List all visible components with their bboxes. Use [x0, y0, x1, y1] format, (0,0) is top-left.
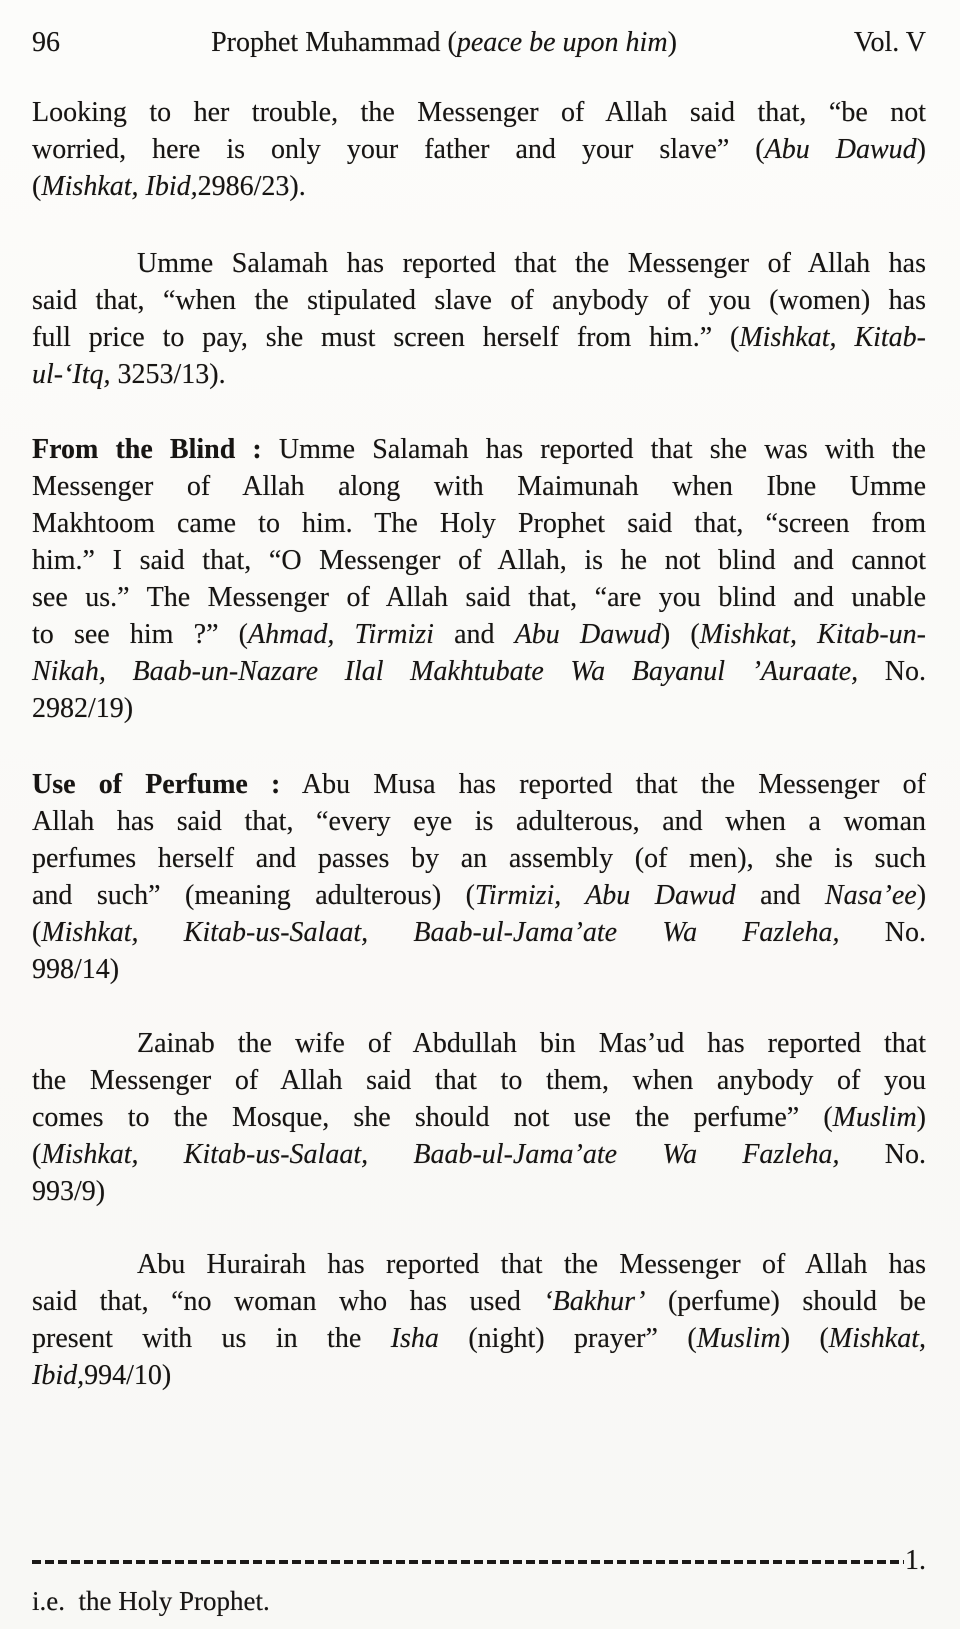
text-run: ) — [916, 1102, 926, 1133]
text-line — [32, 1320, 926, 1357]
italic-text-run: ‘Bakhur’ — [543, 1286, 646, 1317]
text-run: ) — [667, 27, 677, 58]
text-run: present with us in the — [32, 1323, 391, 1354]
para-use-of-perfume — [32, 766, 926, 988]
text-line — [32, 319, 926, 356]
footnote-rule-row — [32, 1544, 926, 1578]
page-number: 96 — [32, 27, 60, 58]
italic-text-run: Nasa’ee — [824, 880, 917, 911]
italic-text-run: Mishkat, Ibid, — [41, 171, 198, 202]
page-header — [32, 24, 926, 61]
text-run: said that, “when the stipulated slave of anybody of you (women) has — [32, 285, 926, 316]
text-line — [32, 431, 926, 468]
para-umme-salamah-stipulated-slave — [32, 245, 926, 393]
text-line — [32, 1025, 926, 1062]
para-abu-hurairah-bakhur — [32, 1246, 926, 1394]
text-run: see us.” The Messenger of Allah said that, “are you blind and unable — [32, 582, 926, 613]
text-run: Umme Salamah has reported that she was with the — [261, 434, 926, 465]
text-run: No. — [839, 1139, 926, 1170]
text-line — [32, 840, 926, 877]
text-line — [32, 653, 926, 690]
volume-label: Vol. V — [853, 27, 926, 58]
text-run: 2986/23). — [197, 171, 306, 202]
text-line — [32, 914, 926, 951]
text-line — [32, 505, 926, 542]
italic-text-run: Abu Dawud — [514, 619, 661, 650]
text-line — [32, 877, 926, 914]
text-line — [32, 1136, 926, 1173]
text-run: perfumes herself and passes by an assembly (of men), she is such — [32, 843, 926, 874]
italic-text-run: Mishkat, — [828, 1323, 926, 1354]
text-run: him.” I said that, “O Messenger of Allah, is he not blind and cannot — [32, 545, 926, 576]
italic-text-run: Ahmad, Tirmizi — [248, 619, 434, 650]
footnote-marker: 1. — [905, 1545, 926, 1576]
text-run: ) — [916, 134, 926, 165]
italic-text-run: Muslim — [832, 1102, 917, 1133]
text-line — [32, 1062, 926, 1099]
text-run: 3253/13). — [110, 359, 226, 390]
text-run: 998/14) — [32, 954, 120, 985]
text-run: 994/10) — [84, 1360, 172, 1391]
text-run: and such” (meaning adulterous) ( — [32, 880, 475, 911]
italic-text-run: Mishkat, Kitab- — [739, 322, 926, 353]
text-line — [32, 1173, 926, 1210]
text-run: Umme Salamah has reported that the Messenger of Allah has — [137, 248, 926, 279]
para-zainab-perfume-mosque — [32, 1025, 926, 1210]
para-looking-to-her-trouble — [32, 94, 926, 205]
text-run: the Messenger of Allah said that to them, when anybody of you — [32, 1065, 926, 1096]
text-run: Messenger of Allah along with Maimunah when Ibne Umme — [32, 471, 926, 502]
text-run: Looking to her trouble, the Messenger of Allah said that, “be not — [32, 97, 926, 128]
italic-text-run: ul-‘Itq, — [32, 359, 111, 390]
text-line — [32, 282, 926, 319]
text-run: and — [735, 880, 825, 911]
bold-heading-run: Use of Perfume : — [32, 769, 281, 800]
text-run: ( — [32, 1139, 42, 1170]
text-run: Abu Musa has reported that the Messenger of — [280, 769, 926, 800]
italic-text-run: Tirmizi, Abu Dawud — [474, 880, 736, 911]
text-run: said that, “no woman who has used — [32, 1286, 544, 1317]
running-title — [152, 24, 791, 61]
italic-text-run: Mishkat, Kitab-us-Salaat, Baab-ul-Jama’ate Wa Fazleha, — [41, 1139, 840, 1170]
italic-text-run: peace be upon him — [456, 27, 668, 58]
italic-text-run: Nikah, Baab-un-Nazare Ilal Makhtubate Wa Bayanul ’Auraate, — [32, 656, 859, 687]
body-paragraphs — [32, 94, 926, 1394]
text-run: comes to the Mosque, she should not use the perfume” ( — [32, 1102, 833, 1133]
text-run: worried, here is only your father and your slave” ( — [32, 134, 765, 165]
text-line — [32, 1283, 926, 1320]
text-run: ) ( — [780, 1323, 829, 1354]
text-line — [32, 168, 926, 205]
text-line — [32, 1099, 926, 1136]
text-run: ) — [916, 880, 927, 911]
footnote-rule — [32, 1560, 904, 1564]
text-run: (perfume) should be — [645, 1286, 926, 1317]
text-run: ( — [32, 917, 42, 948]
text-line — [32, 951, 926, 988]
italic-text-run: Mishkat, Kitab-un- — [699, 619, 927, 650]
italic-text-run: Abu Dawud — [764, 134, 917, 165]
italic-text-run: Mishkat, Kitab-us-Salaat, Baab-ul-Jama’ate Wa Fazleha, — [41, 917, 840, 948]
text-run: (night) prayer” ( — [438, 1323, 697, 1354]
italic-text-run: Ibid, — [32, 1360, 85, 1391]
bold-heading-run: From the Blind : — [32, 434, 262, 465]
text-line — [32, 245, 926, 282]
text-run: ) ( — [660, 619, 700, 650]
italic-text-run: Muslim — [696, 1323, 781, 1354]
text-run: and — [433, 619, 515, 650]
text-line — [32, 94, 926, 131]
text-run: 993/9) — [32, 1176, 106, 1207]
text-run: full price to pay, she must screen herself from him.” ( — [32, 322, 740, 353]
text-line — [32, 690, 926, 727]
text-line — [32, 468, 926, 505]
text-run: 2982/19) — [32, 693, 134, 724]
text-line — [32, 579, 926, 616]
text-line — [32, 803, 926, 840]
text-run: Zainab the wife of Abdullah bin Mas’ud has reported that — [137, 1028, 926, 1059]
text-line — [32, 616, 926, 653]
text-line — [32, 542, 926, 579]
text-line — [32, 1357, 926, 1394]
text-run: No. — [839, 917, 926, 948]
text-run: Prophet Muhammad ( — [211, 27, 457, 58]
text-run: ( — [32, 171, 42, 202]
text-line — [32, 1246, 926, 1283]
text-run: to see him ?” ( — [32, 619, 249, 650]
italic-text-run: Isha — [390, 1323, 439, 1354]
para-from-the-blind — [32, 431, 926, 727]
text-line — [32, 131, 926, 168]
footnote-text: i.e. the Holy Prophet. — [32, 1586, 270, 1616]
text-line — [32, 356, 926, 393]
text-line — [32, 766, 926, 803]
text-run: Makhtoom came to him. The Holy Prophet said that, “screen from — [32, 508, 926, 539]
text-run: Abu Hurairah has reported that the Messenger of Allah has — [137, 1249, 926, 1280]
footnote-section — [32, 1544, 926, 1618]
text-run: Allah has said that, “every eye is adulterous, and when a woman — [32, 806, 926, 837]
text-run: No. — [858, 656, 926, 687]
